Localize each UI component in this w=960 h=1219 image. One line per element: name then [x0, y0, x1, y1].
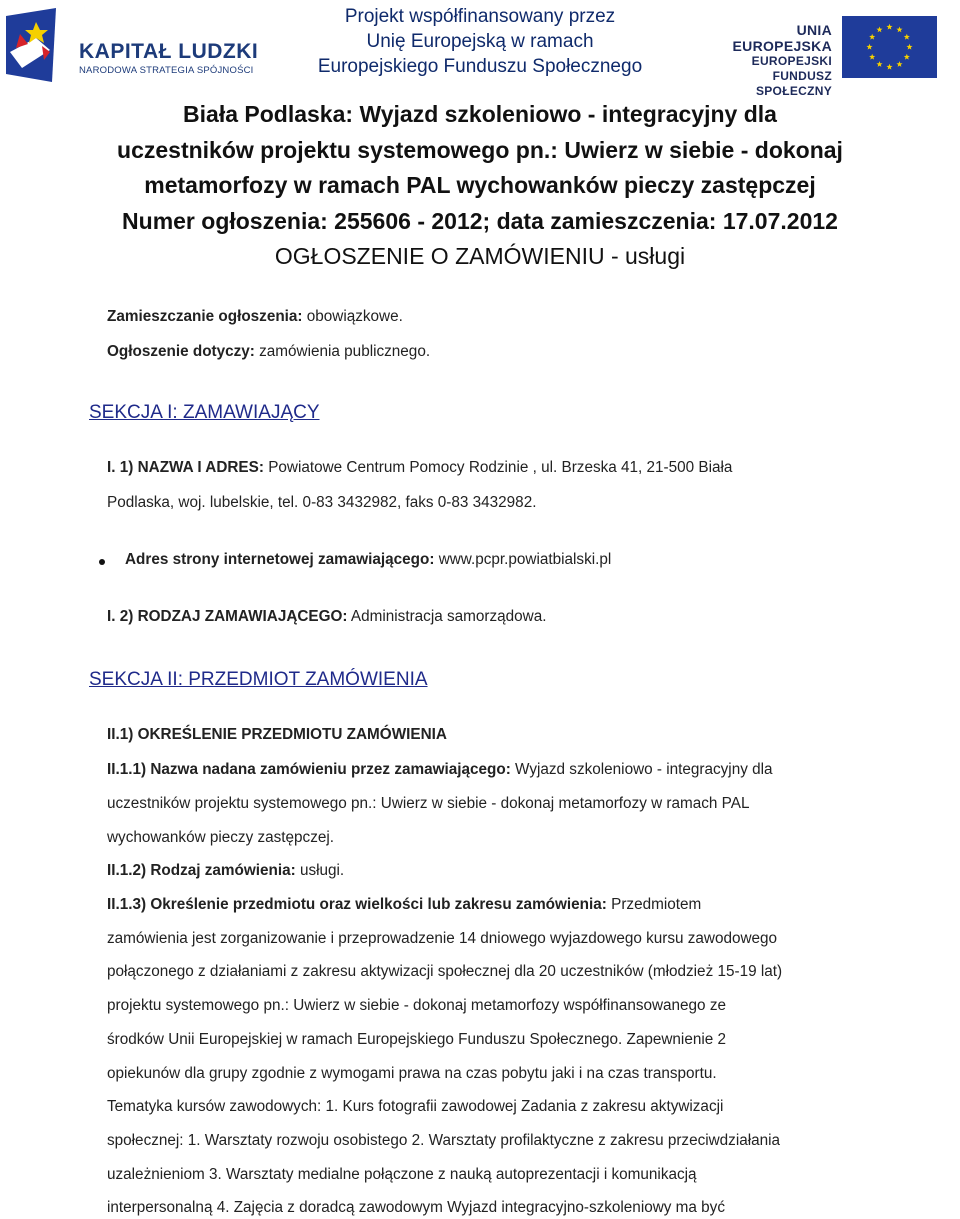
notice-title-line: uczestników projektu systemowego pn.: Uwierz w siebie - dokonaj — [117, 136, 843, 163]
description-line: opiekunów dla grupy zgodnie z wymogami prawa na czas pobytu jaki i na czas transportu. — [107, 1065, 717, 1082]
kapital-ludzki-title: KAPITAŁ LUDZKI — [79, 40, 259, 63]
description-line: projektu systemowego pn.: Uwierz w siebie - dokonaj metamorfozy współfinansowanego ze — [107, 997, 726, 1014]
cofinancing-statement — [300, 4, 660, 79]
kapital-ludzki-logo — [6, 8, 261, 80]
contracting-type-value: Administracja samorządowa. — [350, 608, 547, 625]
cofinancing-line: Unię Europejską w ramach — [366, 31, 594, 52]
notice-title-line: Biała Podlaska: Wyjazd szkoleniowo - integracyjny dla — [183, 101, 777, 127]
website-row — [125, 551, 611, 569]
contract-name-label: II.1.1) Nazwa nadana zamówieniu przez zamawiającego: — [107, 761, 511, 778]
contract-name-continuation: wychowanków pieczy zastępczej. — [107, 829, 335, 846]
name-address-row — [107, 459, 732, 477]
notice-number-line: Numer ogłoszenia: 255606 - 2012; data zamieszczenia: 17.07.2012 — [122, 207, 838, 234]
kapital-ludzki-subtitle: NARODOWA STRATEGIA SPÓJNOŚCI — [79, 65, 254, 76]
section-1-heading: SEKCJA I: ZAMAWIAJĄCY — [89, 402, 320, 423]
description-value: Przedmiotem — [611, 896, 702, 913]
concerns-value: zamówienia publicznego. — [259, 343, 431, 360]
description-line: zamówienia jest zorganizowanie i przeprowadzenie 14 dniowego wyjazdowego kursu zawodowego — [107, 930, 778, 947]
eu-main-label: UNIA EUROPEJSKA — [732, 22, 832, 54]
description-label: II.1.3) Określenie przedmiotu oraz wielkości lub zakresu zamówienia: — [107, 896, 607, 913]
contracting-type-row — [107, 608, 546, 626]
description-line: Tematyka kursów zawodowych: 1. Kurs fotografii zawodowej Zadania z zakresu aktywizacji — [107, 1098, 724, 1115]
page-header — [0, 0, 960, 98]
cofinancing-line: Projekt współfinansowany przez — [344, 6, 616, 27]
posting-value: obowiązkowe. — [306, 308, 403, 325]
website-label: Adres strony internetowej zamawiającego: — [125, 551, 435, 568]
name-address-value: Powiatowe Centrum Pomocy Rodzinie , ul. Brzeska 41, 21-500 Biała — [268, 459, 733, 476]
name-address-continuation: Podlaska, woj. lubelskie, tel. 0-83 3432982, faks 0-83 3432982. — [107, 494, 537, 511]
concerns-row — [107, 343, 430, 361]
concerns-label: Ogłoszenie dotyczy: — [107, 343, 255, 360]
eu-sub-label: FUNDUSZ SPOŁECZNY — [755, 69, 832, 98]
contract-name-continuation: uczestników projektu systemowego pn.: Uwierz w siebie - dokonaj metamorfozy w ramach PAL — [107, 795, 750, 812]
description-line: interpersonalną 4. Zajęcia z doradcą zawodowym Wyjazd integracyjno-szkoleniowy ma być — [107, 1199, 725, 1216]
subject-subheading: II.1) OKREŚLENIE PRZEDMIOTU ZAMÓWIENIA — [107, 726, 447, 743]
description-line: środków Unii Europejskiej w ramach Europejskiego Funduszu Społecznego. Zapewnienie 2 — [107, 1031, 727, 1048]
cofinancing-line: Europejskiego Funduszu Społecznego — [317, 56, 643, 77]
description-line: uzależnieniom 3. Warsztaty medialne połączone z nauką autoprezentacji i komunikacją — [107, 1166, 697, 1183]
eu-logo-text — [700, 22, 832, 99]
contract-name-row — [107, 761, 773, 779]
notice-type-line: OGŁOSZENIE O ZAMÓWIENIU - usługi — [274, 243, 686, 269]
description-row — [107, 896, 701, 914]
contract-kind-label: II.1.2) Rodzaj zamówienia: — [107, 862, 296, 879]
contracting-type-label: I. 2) RODZAJ ZAMAWIAJĄCEGO: — [107, 608, 348, 625]
website-link[interactable]: www.pcpr.powiatbialski.pl — [438, 551, 612, 568]
eu-flag-icon — [842, 16, 937, 78]
name-address-label: I. 1) NAZWA I ADRES: — [107, 459, 264, 476]
section-2-heading: SEKCJA II: PRZEDMIOT ZAMÓWIENIA — [89, 669, 428, 690]
eu-sub-label: EUROPEJSKI — [751, 54, 832, 68]
contract-name-value: Wyjazd szkoleniowo - integracyjny dla — [515, 761, 773, 778]
description-line: społecznej: 1. Warsztaty rozwoju osobistego 2. Warsztaty profilaktyczne z zakresu przeciwdziałania — [107, 1132, 781, 1149]
description-line: połączonego z działaniami z zakresu aktywizacji społecznej dla 20 uczestników (młodzież 15-19 lat) — [107, 963, 783, 980]
contract-kind-value: usługi. — [299, 862, 345, 879]
eu-esf-logo — [700, 14, 940, 98]
posting-label: Zamieszczanie ogłoszenia: — [107, 308, 303, 325]
notice-title-line: metamorfozy w ramach PAL wychowanków pieczy zastępczej — [144, 172, 816, 198]
kapital-ludzki-emblem-icon — [6, 8, 62, 82]
notice-title-block — [80, 97, 880, 275]
contract-kind-row — [107, 862, 344, 880]
bullet-icon — [99, 559, 105, 565]
posting-row — [107, 308, 403, 326]
